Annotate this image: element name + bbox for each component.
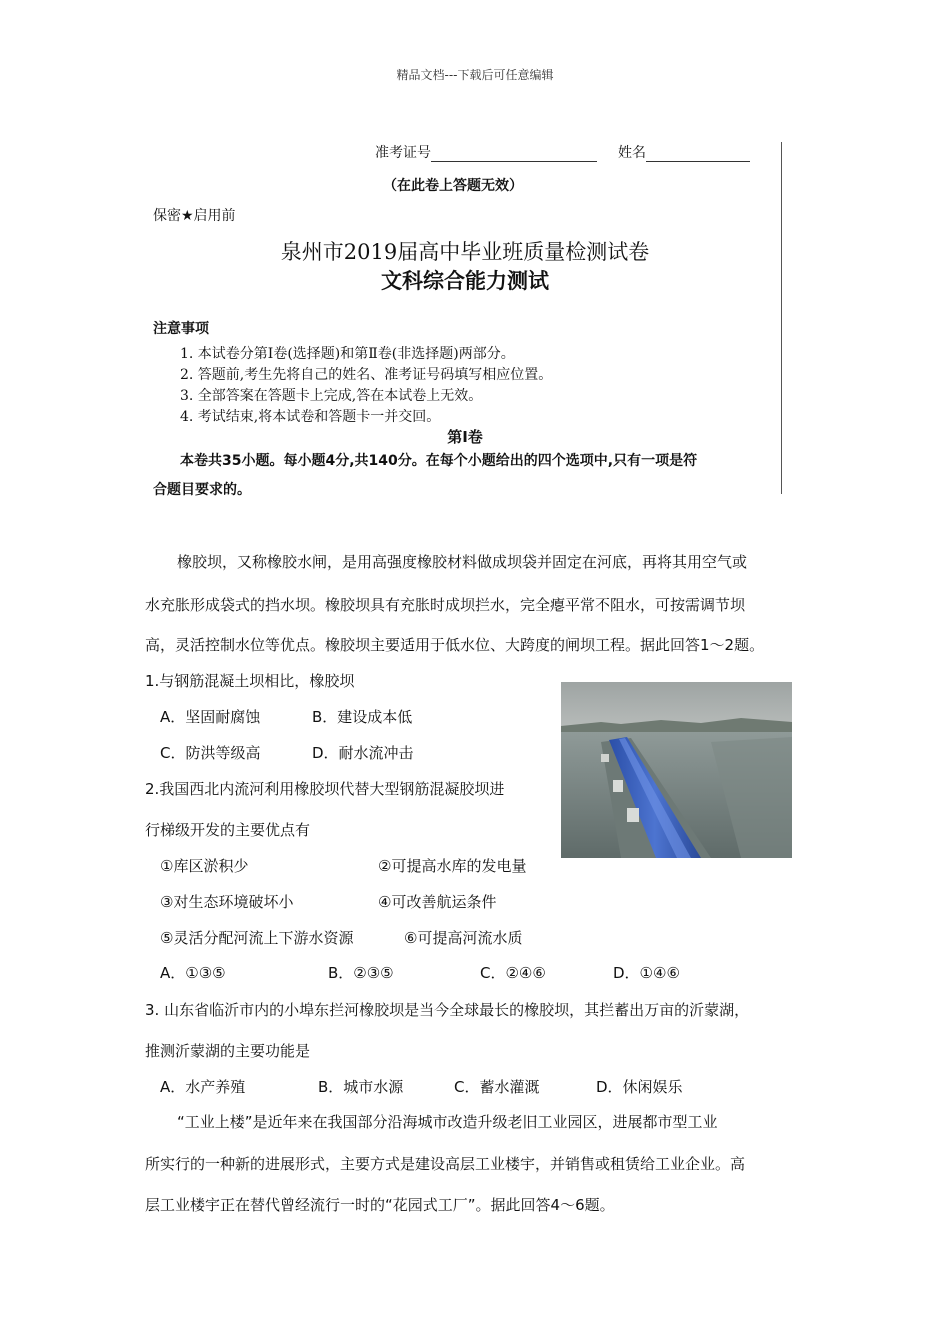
q2-choice: ⑤灵活分配河流上下游水资源	[160, 929, 354, 947]
admission-number-field[interactable]	[375, 142, 597, 162]
section-intro-line2: 合题目要求的。	[153, 482, 251, 498]
page-header-note: 精品文档---下载后可任意编辑	[396, 68, 554, 82]
section-intro-line1: 本卷共35小题。每小题4分,共140分。在每个小题给出的四个选项中,只有一项是符	[180, 453, 698, 469]
section-title: 第Ⅰ卷	[447, 428, 483, 446]
q1-option-b[interactable]: B．建设成本低	[312, 708, 413, 726]
name-blank[interactable]	[646, 147, 750, 162]
q1-option-c[interactable]: C．防洪等级高	[160, 744, 261, 762]
notice-item: 3. 全部答案在答题卡上完成,答在本试卷上无效。	[180, 388, 483, 404]
q3-option-d[interactable]: D．休闲娱乐	[596, 1078, 683, 1096]
q1-option-d[interactable]: D．耐水流冲击	[312, 744, 414, 762]
q1-option-a[interactable]: A．坚固耐腐蚀	[160, 708, 261, 726]
admission-number-label: 准考证号	[375, 145, 431, 161]
notice-item: 2. 答题前,考生先将自己的姓名、准考证号码填写相应位置。	[180, 367, 553, 383]
q2-option-d[interactable]: D．①④⑥	[613, 964, 680, 982]
passage2-line: 层工业楼宇正在替代曾经流行一时的“花园式工厂”。据此回答4～6题。	[145, 1196, 615, 1214]
passage2-line: 所实行的一种新的进展形式，主要方式是建设高层工业楼宇，并销售或租赁给工业企业。高	[145, 1155, 746, 1173]
q2-stem-line1: 2.我国西北内流河利用橡胶坝代替大型钢筋混凝胶坝进	[145, 780, 505, 798]
passage2-line: “工业上楼”是近年来在我国部分沿海城市改造升级老旧工业园区，进展都市型工业	[177, 1113, 718, 1131]
passage1-line: 水充胀形成袋式的挡水坝。橡胶坝具有充胀时成坝拦水，完全瘪平常不阻水，可按需调节坝	[145, 596, 746, 614]
q2-option-a[interactable]: A．①③⑤	[160, 964, 226, 982]
q2-stem-line2: 行梯级开发的主要优点有	[145, 821, 311, 839]
q2-choice: ①库区淤积少	[160, 857, 249, 875]
admission-number-blank[interactable]	[431, 147, 597, 162]
q3-option-b[interactable]: B．城市水源	[318, 1078, 404, 1096]
q2-choice: ⑥可提高河流水质	[404, 929, 523, 947]
name-field[interactable]	[618, 142, 750, 162]
name-label: 姓名	[618, 145, 646, 161]
q3-stem-line2: 推测沂蒙湖的主要功能是	[145, 1042, 311, 1060]
q2-choice: ③对生态环境破坏小	[160, 893, 294, 911]
q2-choice: ④可改善航运条件	[378, 893, 497, 911]
invalid-answer-note: （在此卷上答题无效）	[383, 178, 523, 194]
q1-stem: 1.与钢筋混凝土坝相比，橡胶坝	[145, 672, 355, 690]
margin-rule	[781, 142, 782, 494]
q3-option-c[interactable]: C．蓄水灌溉	[454, 1078, 540, 1096]
notice-heading: 注意事项	[153, 321, 209, 337]
rubber-dam-illustration	[561, 682, 792, 858]
q2-option-b[interactable]: B．②③⑤	[328, 964, 394, 982]
passage1-line: 高，灵活控制水位等优点。橡胶坝主要适用于低水位、大跨度的闸坝工程。据此回答1～2题。	[145, 636, 765, 654]
notice-item: 1. 本试卷分第Ⅰ卷(选择题)和第Ⅱ卷(非选择题)两部分。	[180, 346, 515, 362]
exam-title: 泉州市2019届高中毕业班质量检测试卷	[280, 240, 650, 264]
notice-item: 4. 考试结束,将本试卷和答题卡一并交回。	[180, 409, 441, 425]
q3-option-a[interactable]: A．水产养殖	[160, 1078, 246, 1096]
q2-choice: ②可提高水库的发电量	[378, 857, 527, 875]
rubber-dam-photo	[561, 682, 792, 858]
q3-stem-line1: 3. 山东省临沂市内的小埠东拦河橡胶坝是当今全球最长的橡胶坝，其拦蓄出万亩的沂蒙湖，	[145, 1001, 750, 1019]
q2-option-c[interactable]: C．②④⑥	[480, 964, 546, 982]
exam-subtitle: 文科综合能力测试	[381, 269, 549, 293]
passage1-line: 橡胶坝，又称橡胶水闸，是用高强度橡胶材料做成坝袋并固定在河底，再将其用空气或	[177, 553, 748, 571]
secrecy-mark: 保密★启用前	[153, 208, 236, 224]
